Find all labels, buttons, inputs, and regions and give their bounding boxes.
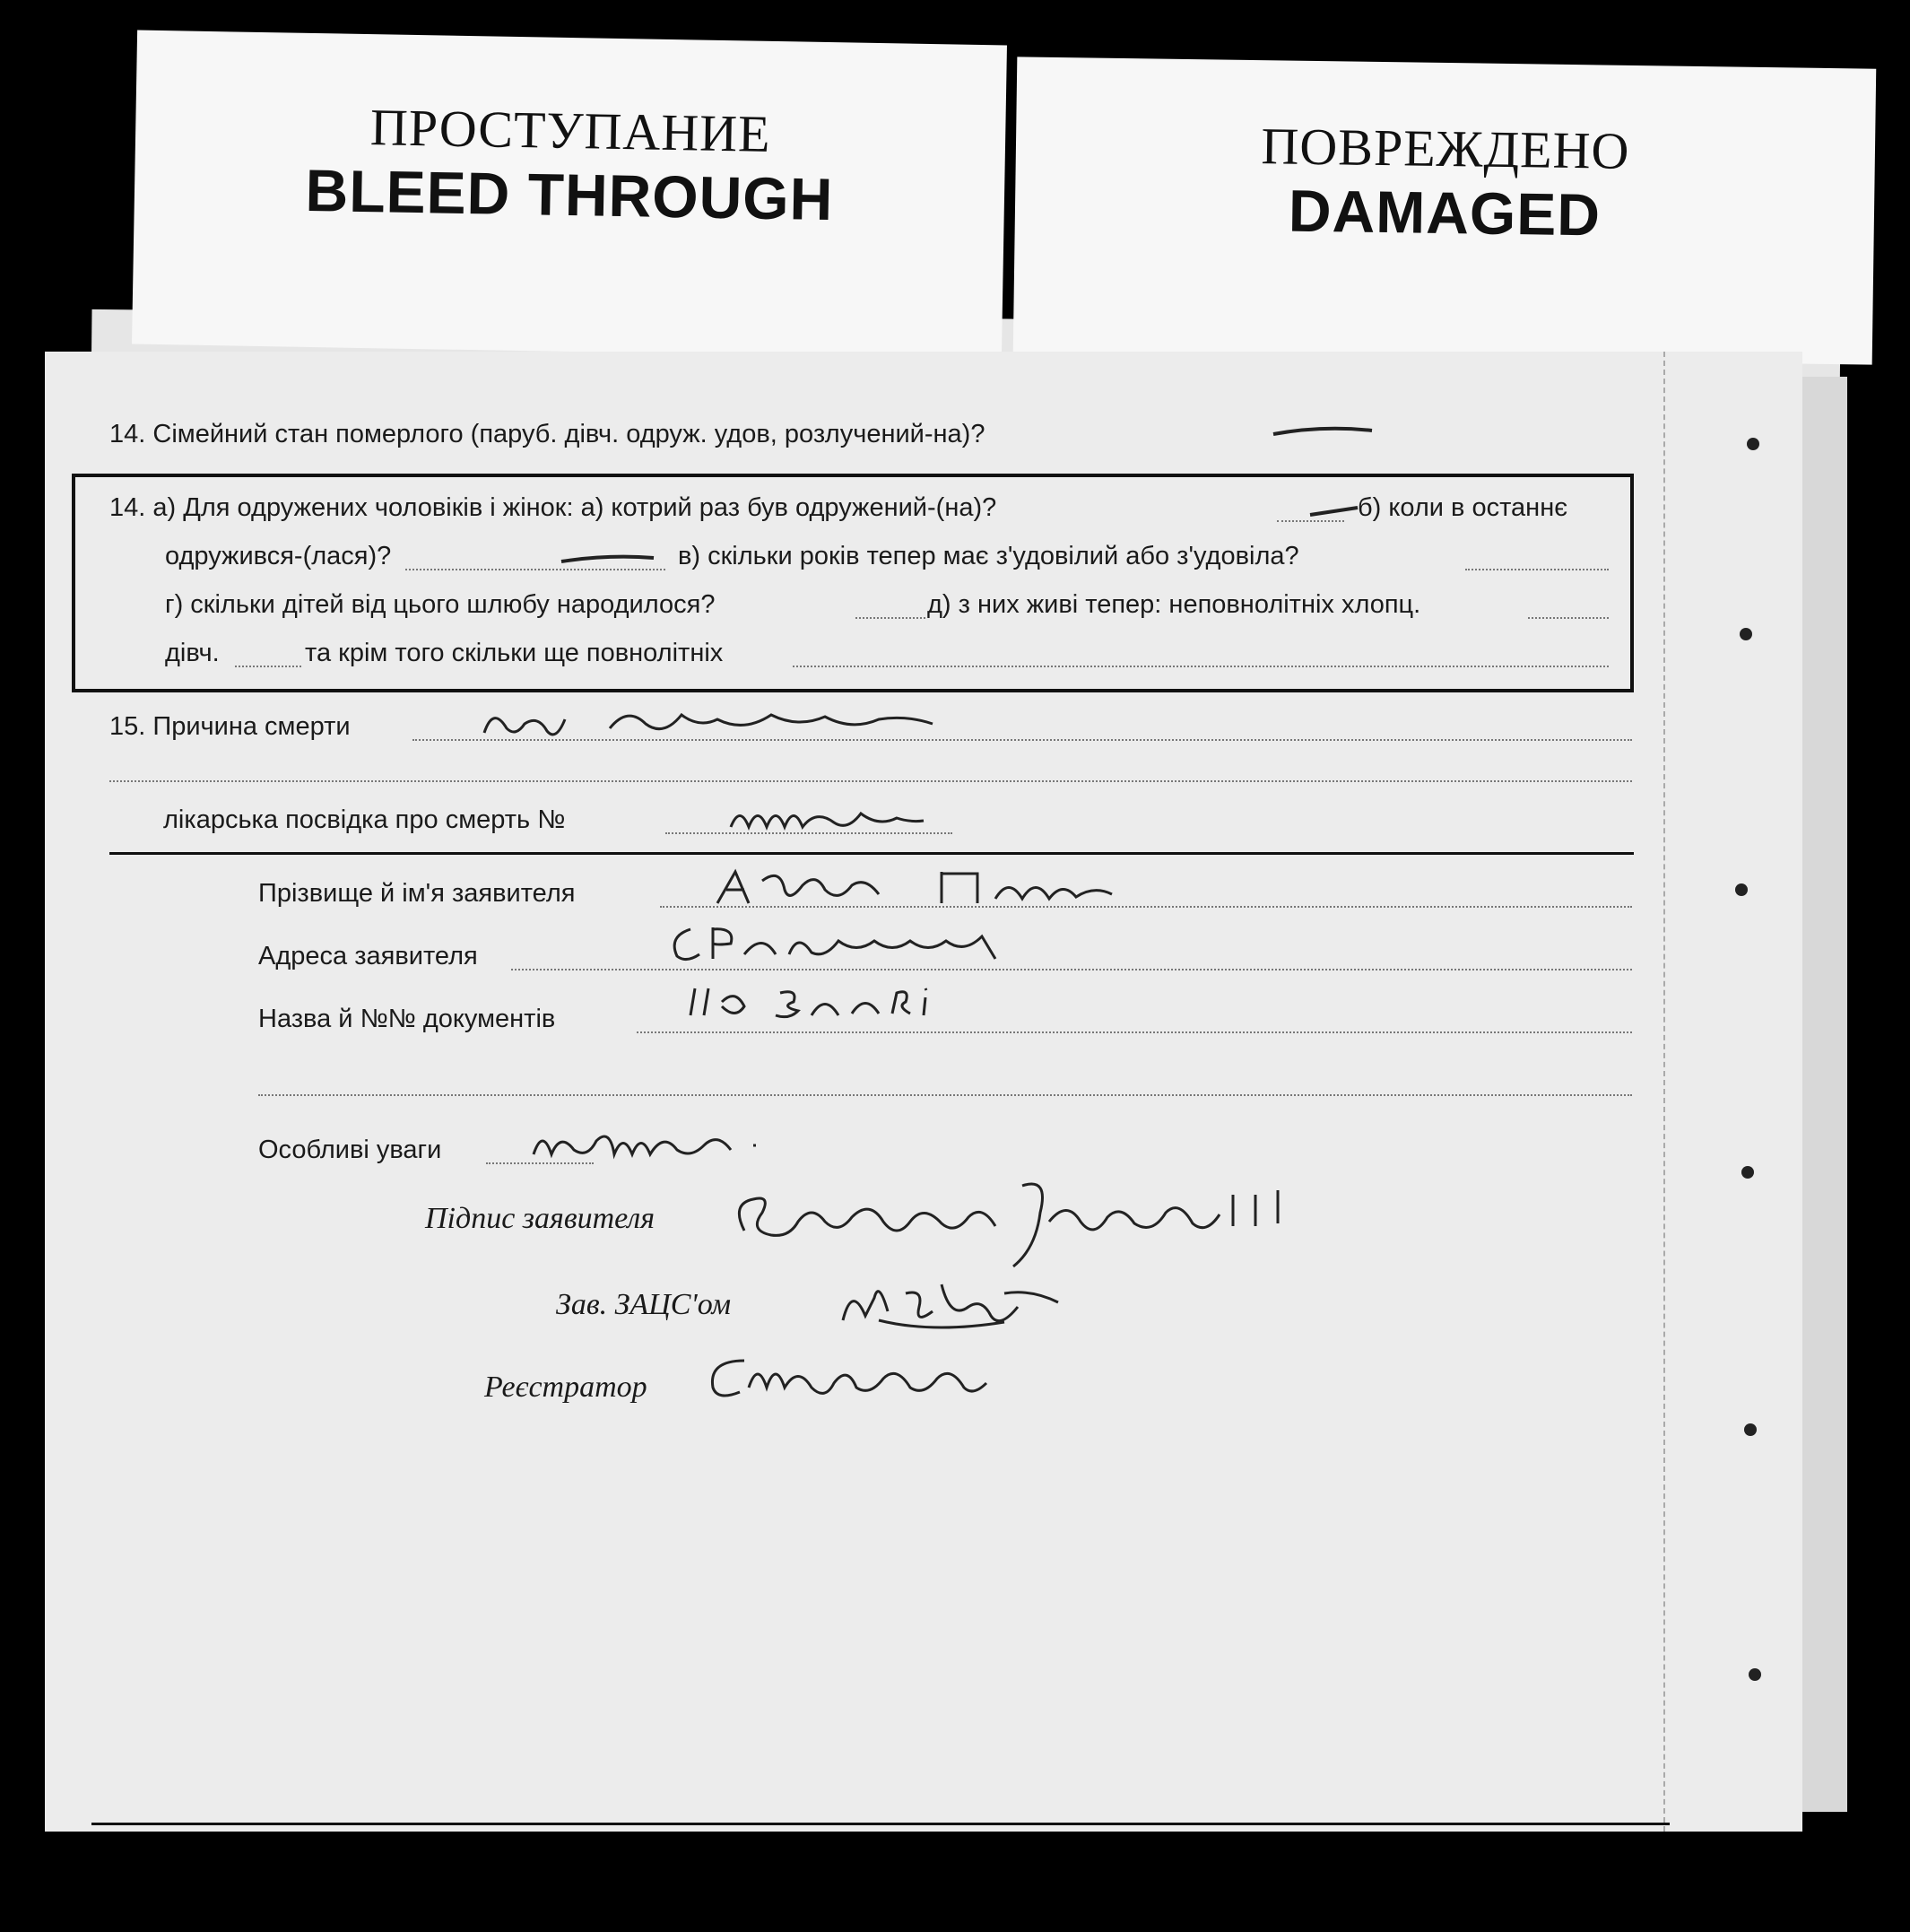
- binding-hole: [1749, 1668, 1761, 1681]
- medical-certificate: лікарська посвідка про смерть №: [163, 805, 566, 834]
- handwritten-applicant-name: [708, 863, 1139, 912]
- special-notes-label: Особливі уваги: [258, 1136, 442, 1164]
- applicant-signature-label: Підпис заявителя: [425, 1202, 655, 1235]
- q14a-line4b: та крім того скільки ще повнолітніх: [305, 639, 724, 667]
- applicant-name-label: Прізвище й ім'я заявителя: [258, 879, 576, 908]
- zags-head-label: Зав. ЗАЦС'ом: [556, 1288, 732, 1321]
- binding-hole: [1735, 883, 1748, 896]
- bleed-through-en: BLEED THROUGH: [305, 156, 834, 233]
- cause-dots-2: [109, 780, 1632, 782]
- registrar-label: Реєстратор: [484, 1371, 647, 1404]
- q14a-line2b: в) скільки років тепер має з'удовілий або з'удовіла?: [678, 542, 1299, 570]
- binding-hole: [1744, 1423, 1757, 1436]
- applicant-signature-handwritten: [726, 1159, 1408, 1275]
- q14a-line4a: дівч.: [165, 639, 220, 667]
- handwritten-applicant-address: [664, 918, 1040, 968]
- q14a-dots-7: [793, 666, 1609, 667]
- q14a-line2a: одружився-(лася)?: [165, 542, 392, 570]
- q14a-dots-1: [1277, 520, 1344, 522]
- documents-dots-2: [258, 1094, 1632, 1096]
- bleed-through-card: [132, 30, 1007, 360]
- section-divider: [109, 852, 1634, 855]
- binding-hole: [1741, 1166, 1754, 1179]
- applicant-address-label: Адреса заявителя: [258, 942, 478, 970]
- damaged-card: [1013, 57, 1877, 364]
- death-record-form: [45, 352, 1802, 1832]
- zags-head-signature: [825, 1266, 1076, 1338]
- q14a-line3b: д) з них живі тепер: неповнолітніх хлопц.: [927, 590, 1421, 619]
- bottom-rule: [91, 1823, 1670, 1825]
- handwritten-dash: [1308, 502, 1362, 520]
- q14a-line1b: б) коли в останнє: [1358, 493, 1568, 522]
- q14a-line3a: г) скільки дітей від цього шлюбу народилося?: [165, 590, 716, 619]
- handwritten-documents: [682, 979, 951, 1024]
- handwritten-dash: [560, 549, 658, 567]
- registrar-signature: [699, 1347, 1022, 1410]
- applicant-address-dots: [511, 969, 1632, 970]
- handwritten-cause-of-death: [475, 697, 959, 751]
- handwritten-special-notes: [525, 1118, 776, 1163]
- damaged-en: DAMAGED: [1288, 177, 1602, 248]
- fold-line: [1663, 352, 1665, 1832]
- documents-dots: [637, 1031, 1632, 1033]
- binding-hole: [1740, 628, 1752, 640]
- binding-hole: [1747, 438, 1759, 450]
- q14a-dots-6: [235, 666, 301, 667]
- q15-cause-of-death: 15. Причина смерти: [109, 712, 351, 741]
- damaged-ru: ПОВРЕЖДЕНО: [1261, 117, 1630, 180]
- handwritten-certificate-none: [726, 796, 933, 836]
- q14a-dots-2: [405, 569, 665, 570]
- q14-marital-status: 14. Сімейний стан померлого (паруб. дівч. одруж. удов, розлучений-на)?: [109, 420, 985, 448]
- q14a-box: [72, 474, 1634, 692]
- documents-label: Назва й №№ документів: [258, 1005, 556, 1033]
- handwritten-dash: [1269, 423, 1376, 441]
- q14a-dots-5: [1528, 617, 1609, 619]
- q14a-dots-4: [855, 617, 925, 619]
- q14a-line1: 14. а) Для одружених чоловіків і жінок: а) котрий раз був одружений-(на)?: [109, 493, 997, 522]
- bleed-through-ru: ПРОСТУПАНИЕ: [369, 98, 772, 163]
- q14a-dots-3: [1465, 569, 1609, 570]
